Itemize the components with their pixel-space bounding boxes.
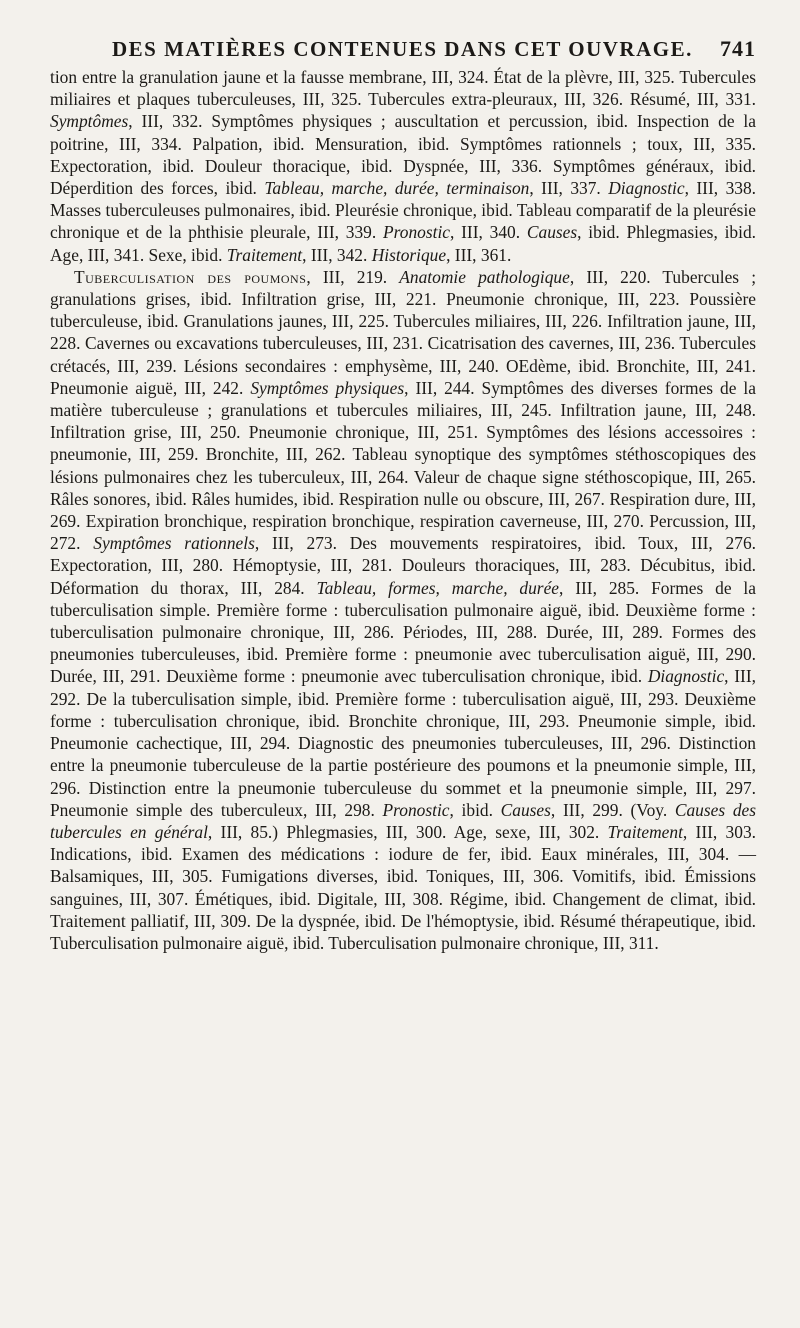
running-header — [112, 36, 756, 66]
index-entry-continued: tion entre la granulation jaune et la fausse membrane, III, 324. État de la plèvre, III, 325. Tubercules miliaires et plaques tuberculeuses, III, 325. Tubercules extra-pleuraux, III, 326. Résumé, III, 331. Symptômes, III, 332. Symptômes physiques ; auscultation et percussion, ibid. Inspection de la poitrine, III, 334. Palpation, ibid. Mensuration, ibid. Symptômes rationnels ; toux, III, 335. Expectoration, ibid. Douleur thoracique, ibid. Dyspnée, III, 336. Symptômes généraux, ibid. Déperdition des forces, ibid. Tableau, marche, durée, terminaison, III, 337. Diagnostic, III, 338. Masses tuberculeuses pulmonaires, ibid. Pleurésie chronique, ibid. Tableau comparatif de la pleurésie chronique et de la phthisie pleurale, III, 339. Pronostic, III, 340. Causes, ibid. Phlegmasies, ibid. Age, III, 341. Sexe, ibid. Traitement, III, 342. Historique, III, 361. — [50, 67, 757, 265]
entry-heading: Tuberculisation des poumons — [74, 266, 307, 287]
index-body — [50, 66, 756, 954]
index-entry-tuberculisation: Tuberculisation des poumons, III, 219. Anatomie pathologique, III, 220. Tubercules ; granulations grises, ibid. Infiltration grise, III, 221. Pneumonie chronique, III, 223. Poussière tuberculeuse, ibid. Granulations jaunes, III, 225. Tubercules miliaires, III, 226. Infiltration jaune, III, 228. Cavernes ou excavations tuberculeuses, III, 231. Cicatrisation des cavernes, III, 236. Tubercules crétacés, III, 239. Lésions secondaires : emphysème, III, 240. OEdème, ibid. Bronchite, III, 241. Pneumonie aiguë, III, 242. Symptômes physiques, III, 244. Symptômes des diverses formes de la matière tuberculeuse ; granulations et tubercules miliaires, III, 245. Infiltration jaune, III, 248. Infiltration grise, III, 250. Pneumonie chronique, III, 251. Symptômes des lésions accessoires : pneumonie, III, 259. Bronchite, III, 262. Tableau synoptique des symptômes stéthoscopiques des lésions pulmonaires chez les tuberculeux, III, 264. Valeur de chaque signe stéthoscopique, III, 265. Râles sonores, ibid. Râles humides, ibid. Respiration nulle ou obscure, III, 267. Respiration dure, III, 269. Expiration bronchique, respiration bronchique, respiration caverneuse, III, 270. Percussion, III, 272. Symptômes rationnels, III, 273. Des mouvements respiratoires, ibid. Toux, III, 276. Expectoration, III, 280. Hémoptysie, III, 281. Douleurs thoraciques, III, 283. Décubitus, ibid. Déformation du thorax, III, 284. Tableau, formes, marche, durée, III, 285. Formes de la tuberculisation simple. Première forme : tuberculisation pulmonaire aiguë, ibid. Deuxième forme : tuberculisation pulmonaire chronique, III, 286. Périodes, III, 288. Durée, III, 289. Formes des pneumonies tuberculeuses, ibid. Première forme : pneumonie avec tuberculisation aiguë, III, 290. Durée, III, 291. Deuxième forme : pneumonie avec tuberculisation chronique, ibid. Diagnostic, III, 292. De la tuberculisation simple, ibid. Première forme : tuberculisation aiguë, III, 293. Deuxième forme : tuberculisation chronique, ibid. Bronchite chronique, III, 293. Pneumonie simple, ibid. Pneumonie cachectique, III, 294. Diagnostic des pneumonies tuberculeuses, III, 296. Distinction entre la pneumonie tuberculeuse de la partie postérieure des poumons et la pneumonie simple, III, 296. Distinction entre la pneumonie tuberculeuse du sommet et la pneumonie simple, III, 297. Pneumonie simple des tuberculeux, III, 298. Pronostic, ibid. Causes, III, 299. (Voy. Causes des tubercules en général, III, 85.) Phlegmasies, III, 300. Age, sexe, III, 302. Traitement, III, 303. Indications, ibid. Examen des médications : iodure de fer, ibid. Eaux minérales, III, 304. — Balsamiques, III, 305. Fumigations diverses, ibid. Toniques, III, 306. Vomitifs, ibid. Émissions sanguines, III, 307. Émétiques, ibid. Digitale, III, 308. Régime, ibid. Changement de climat, ibid. Traitement palliatif, III, 309. De la dyspnée, ibid. De l'hémoptysie, ibid. Résumé thérapeutique, ibid. Tuberculisation pulmonaire aiguë, ibid. Tuberculisation pulmonaire chronique, III, 311. — [50, 266, 757, 953]
running-title: DES MATIÈRES CONTENUES DANS CET OUVRAGE. — [112, 37, 693, 61]
page-number: 741 — [720, 36, 756, 61]
